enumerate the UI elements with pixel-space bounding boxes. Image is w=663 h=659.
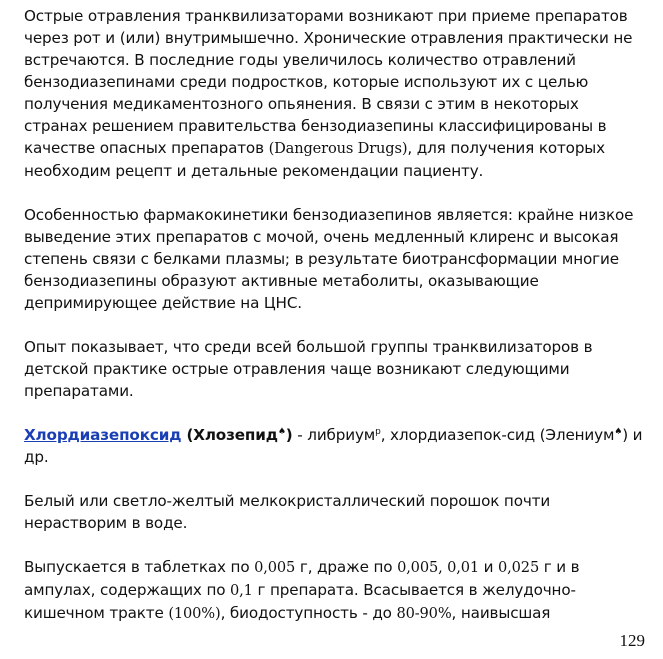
paragraph-text: Особенностью фармакокинетики бензодиазепинов является: крайне низкое выведение этих препаратов с мочой, очень медленный клиренс и высокая степень связи с белками плазмы; в результате биотрансформации многие бензодиазепины образуют активные метаболиты, оказывающие депримирующее действие на ЦНС.: [24, 206, 634, 312]
paragraph-text: , хлордиазепок-сид (Элениум: [380, 426, 615, 444]
paragraph-acute-poisoning: [24, 5, 644, 182]
paragraph-text: - либриум: [292, 426, 376, 444]
page-number: 129: [619, 631, 645, 650]
chlordiazepoxide-link[interactable]: Хлордиазепоксид: [24, 426, 182, 444]
paragraph-text: , для получения которых необходим рецепт и детальные рекомендации пациенту.: [24, 139, 605, 180]
paragraph-description: [24, 490, 644, 534]
dangerous-drugs-term: (Dangerous Drugs): [268, 140, 408, 157]
superscript-mark: р: [375, 426, 381, 437]
paragraph-text: Белый или светло-желтый мелкокристаллический порошок почти нерастворим в воде.: [24, 492, 551, 532]
paragraph-release-form: Выпускается в таблетках по 0,005 г, драже по 0,005, 0,01 и 0,025 г и в ампулах, содержащих по 0,1 г препарата. Всасывается в желудочно-кишечном тракте (100%), биодоступность - до 80-90%, наивысшая: [24, 558, 580, 622]
spade-mark-icon: ♠: [614, 426, 623, 437]
spade-mark-icon: ♠: [277, 426, 286, 437]
document-page: [24, 5, 644, 625]
paragraph-experience: [24, 336, 644, 402]
paragraph-pharmacokinetics: [24, 204, 644, 314]
paragraph-drug-heading: [24, 424, 644, 468]
drug-trade-name: (Хлозепид♠): [181, 426, 293, 444]
paragraph-text: Опыт показывает, что среди всей большой группы транквилизаторов в детской практике острые отравления чаще возникают следующими препаратами.: [24, 338, 593, 400]
paragraph-text: Острые отравления транквилизаторами возникают при приеме препаратов через рот и (или) внутримышечно. Хронические отравления практически не встречаются. В последние годы увеличилось количество отравлений бензодиазепинами среди подростков, которые используют их с целью получения медикаментозного опьянения. В связи с этим в некоторых странах решением правительства бензодиазепины классифицированы в качестве опасных препаратов: [24, 7, 633, 157]
paragraph-text: ) и др.: [24, 426, 643, 466]
